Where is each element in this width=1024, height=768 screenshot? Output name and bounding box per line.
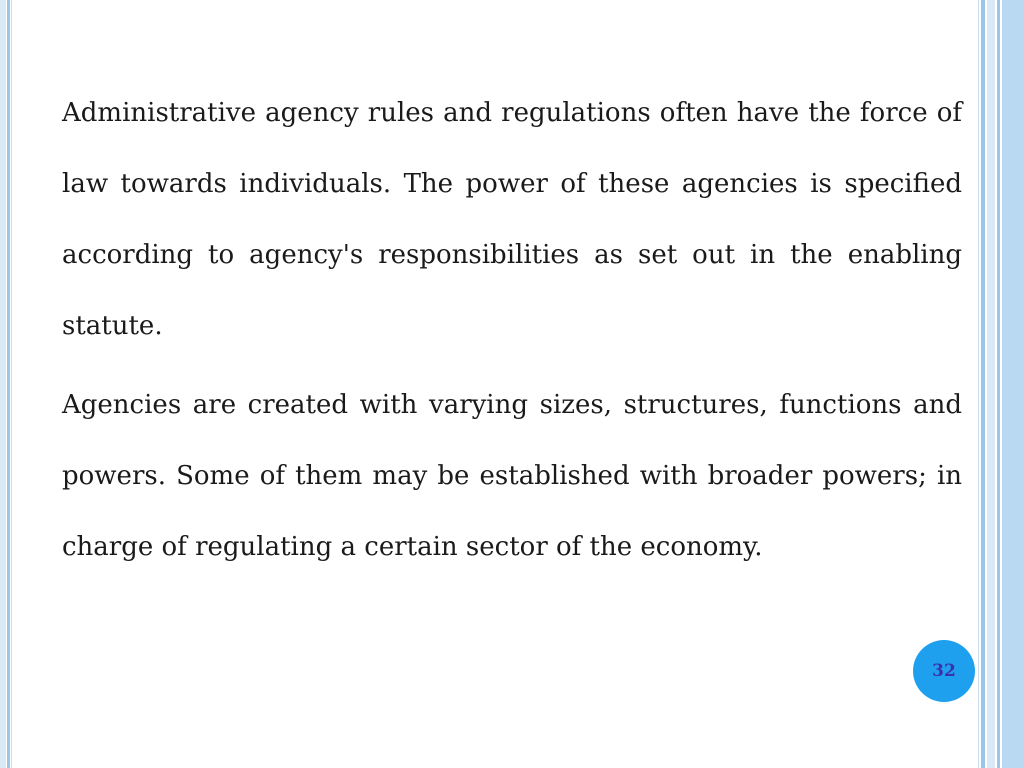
- page-number-badge: [913, 640, 975, 702]
- right-decorative-border: [978, 0, 1024, 768]
- body-paragraph: Administrative agency rules and regulations often have the force of law towards individuals. The power of these agencies is specified according to agency's responsibilities as set out in the enabling statute.: [62, 98, 962, 341]
- slide-body: [62, 78, 962, 591]
- right-border-stripe: [987, 0, 995, 768]
- left-border-stripe: [11, 0, 12, 768]
- right-border-stripe: [978, 0, 979, 768]
- right-border-stripe: [1002, 0, 1024, 768]
- left-decorative-border: [0, 0, 14, 768]
- right-border-stripe: [997, 0, 1000, 768]
- right-border-stripe: [981, 0, 985, 768]
- body-paragraph: Agencies are created with varying sizes, structures, functions and powers. Some of them may be established with broader powers; in charge of regulating a certain sector of the economy.: [62, 390, 962, 562]
- left-border-stripe: [7, 0, 10, 768]
- page-number: 32: [932, 661, 956, 681]
- left-border-stripe: [0, 0, 6, 768]
